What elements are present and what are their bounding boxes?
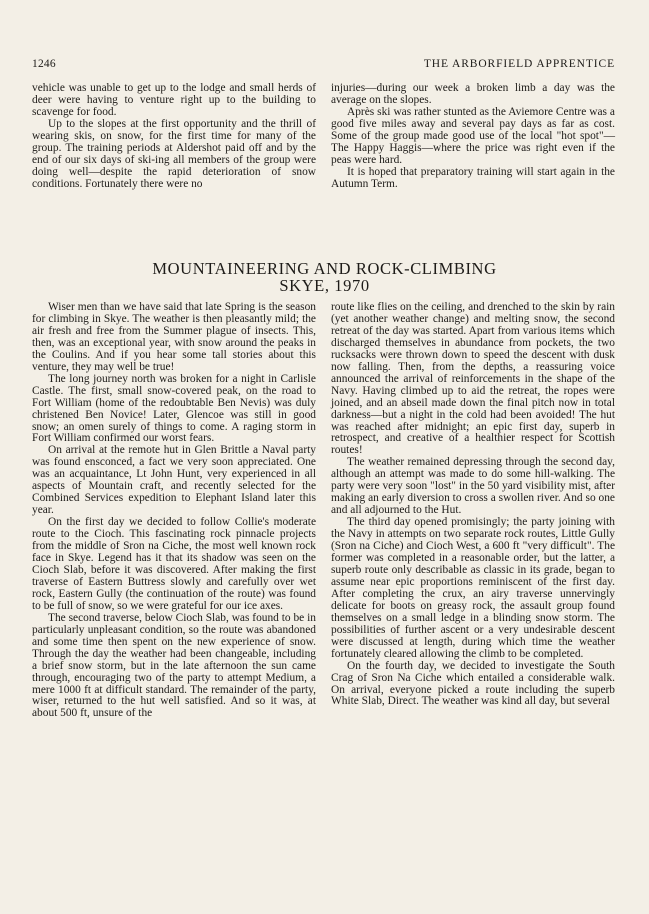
ski-article-left-column: [32, 83, 316, 191]
page-number: 1246: [32, 58, 56, 70]
ski-paragraph-5: It is hoped that preparatory training will start again in the Autumn Term.: [331, 165, 615, 190]
article-paragraph-7: The weather remained depressing through the second day, although an attempt was made to do some hill-walking. The party were very soon "lost" in the 50 yard visibility mist, after making an early diversion to cross a swollen river. And so one and all adjourned to the Hut.: [331, 456, 615, 517]
article-paragraph-3: On arrival at the remote hut in Glen Brittle a Naval party was found ensconced, a fact we very soon appreciated. One was an acquaintance, Lt John Hunt, very experienced in all aspects of Mountain craft, and recently selected for the Combined Services expedition to Elephant Island later this year.: [32, 444, 316, 517]
article-paragraph-4: On the first day we decided to follow Collie's moderate route to the Cioch. This fascinating rock pinnacle projects from the middle of Sron na Ciche, the most well known rock face in Skye. Legend has it that its shadow was seen on the Cioch Slab, before it was discovered. After making the first traverse of Eastern Buttress slowly and carefully over wet rock, Eastern Gully (the continuation of the route) was found to be full of snow, so we were grateful for our ice axes.: [32, 516, 316, 612]
ski-paragraph-2: Up to the slopes at the first opportunity and the thrill of wearing skis, on snow, for the first time for many of the group. The training periods at Aldershot paid off and by the end of our six days of ski-ing all members of the group were doing well—despite the rapid deterioration of snow conditions. Fortunately there were no: [32, 117, 316, 190]
ski-article-right-column: [331, 83, 615, 191]
article-paragraph-9: On the fourth day, we decided to investigate the South Crag of Sron Na Ciche which entailed a considerable walk. On arrival, everyone picked a route including the superb White Slab, Direct. The weather was kind all day, but several: [331, 659, 615, 708]
article-right-column: [331, 302, 615, 708]
article-subtitle: SKYE, 1970: [279, 276, 370, 295]
article-paragraph-8: The third day opened promisingly; the party joining with the Navy in attempts on two separate rock routes, Little Gully (Sron na Ciche) and Cioch West, a 600 ft "very difficult". The former was completed in a reasonable order, but the latter, a superb route only describable as classic in its grade, began to assume near epic proportions reminiscent of the first day. After completing the crux, an airy traverse unnervingly delicate for boots on greasy rock, the assault group found themselves on a small ledge in a blinding snow storm. The possibilities of further ascent or a very undesirable descent were discussed at length, during which time the weather fortunately cleared allowing the climb to be completed.: [331, 516, 615, 660]
ski-paragraph-4: Après ski was rather stunted as the Aviemore Centre was a good five miles away and several pay days as far as cost. Some of the group made good use of the local "hot spot"—The Happy Haggis—where the price was right even if the peas were hard.: [331, 105, 615, 166]
article-paragraph-6: route like flies on the ceiling, and drenched to the skin by rain (yet another weather change) and melting snow, the second retreat of the day was started. Apart from various items which discharged themselves in abundance from pockets, the two rucksacks were thrown down to speed the descent with dusk now falling. Then, from the depths, a reassuring voice announced the arrival of reinforcements in the shape of the Navy. Having climbed up to aid the retreat, the ropes were joined, and an abseil made down the final pitch now in total darkness—but a night in the cold had been avoided! The hut was reached after midnight; an epic first day, superb in retrospect, and creative of a healthier respect for Scottish routes!: [331, 301, 615, 457]
article-left-column: [32, 302, 316, 720]
article-title: MOUNTAINEERING AND ROCK-CLIMBING: [152, 259, 497, 278]
ski-paragraph-3: injuries—during our week a broken limb a day was the average on the slopes.: [331, 82, 615, 106]
ski-paragraph-1: vehicle was unable to get up to the lodge and small herds of deer were having to venture right up to the building to scavenge for food.: [32, 82, 316, 118]
article-paragraph-2: The long journey north was broken for a night in Carlisle Castle. The first, small snow-covered peak, on the road to Fort William (home of the redoubtable Ben Nevis) was duly christened Ben Novice! Later, Glencoe was still in good snow; an omen surely of things to come. A raging storm in Fort William confirmed our worst fears.: [32, 372, 316, 445]
article-paragraph-5: The second traverse, below Cioch Slab, was found to be in particularly unpleasant condition, so the route was abandoned and some time then spent on the new experience of snow. Through the day the weather had been changeable, including a brief snow storm, but in the late afternoon the sun came through, encouraging two of the party to attempt Medium, a mere 1000 ft at difficult standard. The remainder of the party, wiser, returned to the hut well satisfied. And so it was, at about 500 ft, unsure of the: [32, 611, 316, 720]
article-paragraph-1: Wiser men than we have said that late Spring is the season for climbing in Skye. The weather is then pleasantly mild; the air fresh and free from the Summer plague of insects. This, then, was an exceptional year, with snow around the peaks in the Coulins. And if you hear some tall stories about this venture, they may well be true!: [32, 301, 316, 373]
running-title: THE ARBORFIELD APPRENTICE: [423, 58, 615, 70]
